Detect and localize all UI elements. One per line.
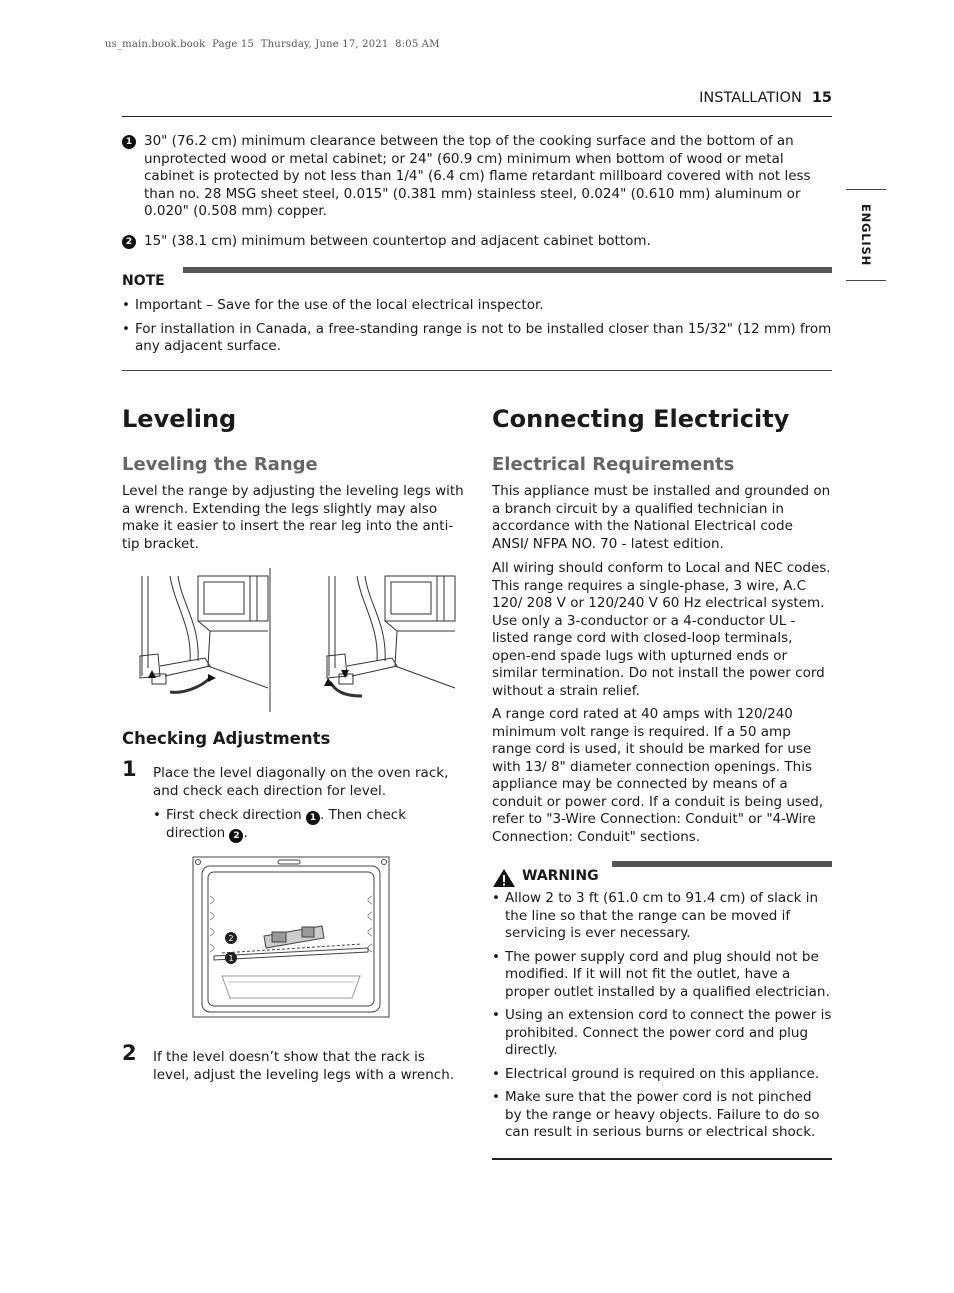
step-2 <box>122 1041 464 1084</box>
direction-badge-icon: 1 <box>306 811 320 825</box>
page-header <box>122 90 832 117</box>
step-text: If the level doesn’t show that the rack is level, adjust the leveling legs with a wrench. <box>153 1049 455 1083</box>
number-badge-icon: 2 <box>122 235 136 249</box>
step-number: 2 <box>122 1041 137 1065</box>
step-sub-item <box>153 807 464 843</box>
warning-item: • Allow 2 to 3 ft (61.0 cm to 91.4 cm) of slack in the line so that the range can be moved if servicing is ever necessary. <box>492 890 832 943</box>
language-tab-label: ENGLISH <box>859 203 873 267</box>
sub-text: . Then check direction <box>166 807 407 841</box>
oven-rack-illustration <box>192 856 392 1020</box>
clearance-item-2 <box>122 233 832 251</box>
note-bar <box>183 267 832 273</box>
electricity-subtitle: Electrical Requirements <box>492 454 735 475</box>
electricity-paragraph: All wiring should conform to Local and NEC codes. This range requires a single-phase, 3 wire, A.C 120/ 208 V or 120/240 V 60 Hz electrical system. Use only a 3-conductor or a 4-conductor UL - listed range cord with closed-loop terminals, open-end spade lugs with upturned ends or similar termination. Do not install the power cord without a strain relief. <box>492 560 831 699</box>
note-label: NOTE <box>122 273 165 289</box>
note-item: • Important – Save for the use of the local electrical inspector. <box>122 297 832 315</box>
figure-label-1: 1 <box>228 954 234 963</box>
figure-label-2: 2 <box>228 934 234 943</box>
leveling-subtitle: Leveling the Range <box>122 454 318 475</box>
leveling-leg-illustration <box>130 566 458 712</box>
warning-item: • Using an extension cord to connect the power is prohibited. Connect the power cord and plug directly. <box>492 1007 832 1060</box>
warning-item: • Electrical ground is required on this appliance. <box>492 1066 832 1084</box>
language-tab <box>846 189 886 281</box>
print-info: us_main.book.book Page 15 Thursday, June 17, 2021 8:05 AM <box>105 39 440 50</box>
warning-header <box>492 859 832 887</box>
note-header <box>122 264 832 289</box>
warning-bar <box>612 861 832 867</box>
warning-body <box>492 890 832 1160</box>
step-text: Place the level diagonally on the oven rack, and check each direction for level. <box>153 765 449 799</box>
note-item: • For installation in Canada, a free-standing range is not to be installed closer than 15/32" (12 mm) from any adjacent surface. <box>122 321 832 356</box>
note-body <box>122 297 832 371</box>
page-number: 15 <box>811 90 832 106</box>
warning-item: • Make sure that the power cord is not pinched by the range or heavy objects. Failure to do so can result in serious burns or electrical shock. <box>492 1089 832 1142</box>
clearance-text: 15" (38.1 cm) minimum between countertop and adjacent cabinet bottom. <box>144 233 651 249</box>
electricity-paragraph: This appliance must be installed and grounded on a branch circuit by a qualified technician in accordance with the National Electrical code ANSI/ NFPA NO. 70 - latest edition. <box>492 483 831 552</box>
clearance-text: 30" (76.2 cm) minimum clearance between the top of the cooking surface and the bottom of an unprotected wood or metal cabinet; or 24" (60.9 cm) minimum when bottom of wood or metal cabinet is protected by not less than 1/4" (6.4 cm) flame retardant millboard covered with not less than no. 28 MSG sheet steel, 0.015" (0.381 mm) stainless steel, 0.024" (0.610 mm) aluminum or 0.020" (0.508 mm) copper. <box>144 133 811 219</box>
number-badge-icon: 1 <box>122 135 136 149</box>
electricity-paragraph: A range cord rated at 40 amps with 120/240 minimum volt range is required. If a 50 amp range cord is used, it should be marked for use with 13/ 8" diameter connection openings. This appliance may be connected by means of a conduit or power cord. If a conduit is being used, refer to "3-Wire Connection: Conduit" or "4-Wire Connection: Conduit" sections. <box>492 706 824 845</box>
step-1 <box>122 757 464 843</box>
leveling-title: Leveling <box>122 405 237 433</box>
step-number: 1 <box>122 757 137 781</box>
sub-text: . <box>243 825 248 841</box>
warning-triangle-icon <box>492 868 516 888</box>
warning-item: • The power supply cord and plug should not be modified. If it will not fit the outlet, have a proper outlet installed by a qualified electrician. <box>492 949 832 1002</box>
leveling-body: Level the range by adjusting the leveling legs with a wrench. Extending the legs slightly may also make it easier to insert the rear leg into the anti-tip bracket. <box>122 483 464 552</box>
section-title: INSTALLATION <box>699 90 802 106</box>
warning-label: WARNING <box>522 868 599 884</box>
checking-title: Checking Adjustments <box>122 729 331 748</box>
electricity-title: Connecting Electricity <box>492 405 790 433</box>
direction-badge-icon: 2 <box>229 829 243 843</box>
clearance-item-1 <box>122 133 832 221</box>
sub-text: First check direction <box>166 807 306 823</box>
